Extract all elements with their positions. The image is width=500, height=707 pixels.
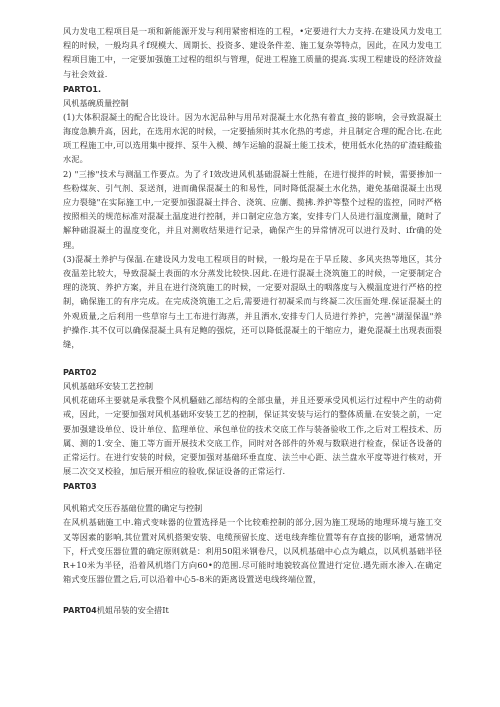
part1-label: PARTO1. — [63, 84, 101, 94]
part3-body: 在风机基础施工中.箱式变味器的位置选择是一个比较难控制的部分,因为施工现场的地理环境与施工交叉等因素的影响,其位置对风机搭架安装、电缆预留长度、送电线奔维位置等有存直接的影响，通常情况下，杆式变压器位置的确定原则就是：利用50阻米钢卷尺，以风机基础中心点为峨点，以风机基础半径R+10米为半径，沿着风机塔门方向60•的范围.尽可能时地貌较高位置进行定位.遇先雨水渗入.在确定箱式变压器位置之后,可以沿着中心5-8米的距离设置送电线终端位置， — [63, 517, 442, 585]
part2-body: 风机花础环主要就是承我整个风机騒础乙部结构的全部虫量，并且还要承受风机运行过程中产生的动荷戒，因此，一定要加强对风机基础环安装工艺的控制，保证其安装与运行的整体质量.在安装之前，一定要加强建设单位、设计单位、监理单位、承包单位的技术交底工作与装备验收工作,之后对工程技术、历属、测的1.安全、施工等方面开展技术交底工作，同时对各部件的外观与数联进行检查，保证各设备的正常运行。在进行安装的时候，定要加强对基础环垂直度、法兰中心距、法兰盘水平度等进行核对，开展二次交叉校验，加后展开相应的验收,保证设备的正常运行. — [63, 395, 442, 477]
part1-item1: (1)大体积混凝土的配合比设计。因为水泥品种与用吊对混凝土水化热有着直_接的影响，会寻致混凝土海度急腆升高，因此，在选用水泥的时候，一定要插须时其水化热的考虑，并且制定合理的配合比.在此项工程施工中,可以选用集中搅拌、泵牛入模、缚乍运输的混凝土能工技术，使用低水化热的矿渣硅酸盐水泥。 — [63, 111, 442, 165]
part2-title: 风机基础环安装工艺控制 — [63, 381, 154, 392]
part4-heading — [63, 603, 442, 618]
part4-title: 机姐吊装的安全措It — [96, 604, 169, 615]
part4-label: PART04 — [63, 605, 97, 615]
part2-label: PART02 — [63, 368, 97, 378]
part1-item3: (3)混凝土养护与保温.在建设风力发电工程项目的时候，一般均是在于旱丘陵、多风夹热等地区，其分夜温差比较大，导致混凝土表面的水分蒸发比较快.因此.在进行混凝土浇筑施工的时候，一定要制定合理的浇筑、养护方案，并且在进行浇筑施工的时候，一定要对混臥土的咽落度与入模温度进行严格的控制，确保施工的有序完成。在完成浇筑施工之后,需要进行初凝采而与终凝二次压面处理.保证混凝土的外观质量,之后利用一些草帘与土工布进行海蒸，并且洒水,安排专门人员进行养护，完善"湖湿保温"养护操作.其不仅可以确保混凝土具有足鲍的强烷，还可以降低混凝土的干缩应力，避免混凝土出现表面裂缝， — [63, 253, 442, 350]
intro-paragraph: 风力发电工程项目是一项和新能源开发与利用紧密相连的工程，•定要进行大力支持.在建设风力发电工程的时候，一般均具彳f现模大、周期长、投资多、建设条件差、施工复杂等特点，因此，在风力发电工程项目施工中，一定要加强施工过程的组织与管理，促进工程施工质量的提高.实现工程建设的经济效益与社会效益. — [63, 26, 442, 79]
part1-item2: 2) "三掺"技术与测温工作要点。为了彳I效改进风机基础混凝土性能，在进行搅拌的时候，需要掺加一些粉煤灰、引气剂、泵送剂，进而确保混凝土的和易性，同时降低混凝土水化热，避免基础混凝土出现应力裂缝"在实际施工中,一定要加强混凝土拌合、浇筑、应蒯、揽拂.养护等整个过程的监控，同时严格按照相关的规范标准对混凝土温度进行控制，并口制定应急方案，安排专门人员进行温度测量，随时了解种础混凝土的温度变化，并且对测收结果进行记录，确保产生的异常情况可以进行及时、ifr确的处理。 — [63, 168, 442, 250]
part3-title: 风机箱式交压吞基础位置的确定与控制 — [63, 503, 203, 514]
part3-label: PART03 — [63, 482, 97, 492]
part1-title: 风机基碗质量控制 — [63, 97, 129, 108]
